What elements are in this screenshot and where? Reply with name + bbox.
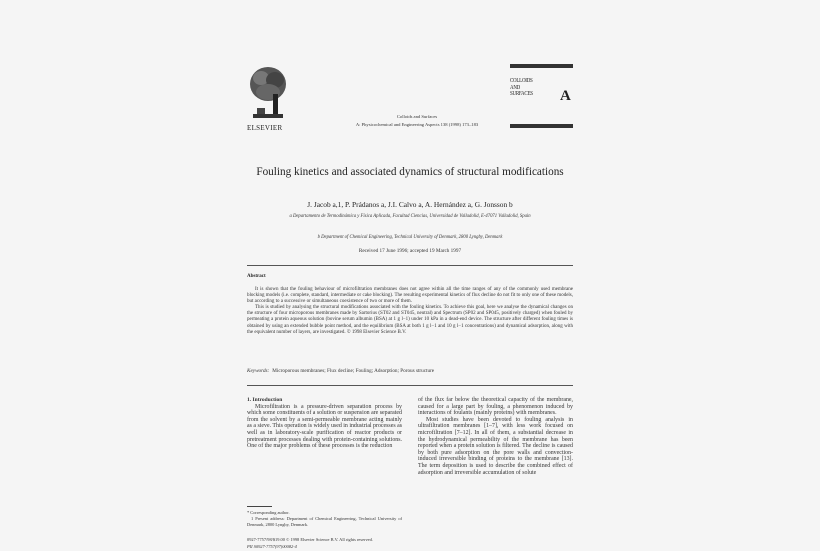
copyright-block <box>247 537 447 551</box>
intro-paragraph: Microfiltration is a pressure-driven separation process by which some constituents of a solution or suspension are separated from the solvent by a semi-permeable membrane acting mainly as a sieve. This operation is widely used in industrial processes as well as in laboratory-scale purification of reactor products or pretreatment processes dealing with protein-containing solutions. One of the major problems of these processes is the reduction <box>247 403 402 450</box>
intro-paragraph: of the flux far below the theoretical capacity of the membrane, caused for a large part by fouling, a phenomenon induced by interactions of foulants (mainly proteins) with membranes. <box>418 397 573 417</box>
abstract-paragraph: This is studied by analysing the structural modifications associated with the fouling kinetics. To achieve this goal, here we analyse the dynamical changes on the structure of four microporous membranes made by Sartorius (ST02 and ST045, neutral) and Spectrum (SP02 and SP045, positively charged) when fouled by permeating a protein aqueous solution (bovine serum albumin (BSA) at 1 g l−1) under 10 kPa in a dead-end device. The structure after different fouling times is obtained by using an extended bubble point method, and the equilibrium (BSA at both 1 g l−1 and 10 g l−1 concentrations) and dynamical adsorption, along with the equivalent number of layers, are investigated. © 1998 Elsevier Science B.V. <box>247 305 573 335</box>
footnote-corresponding: * Corresponding author. <box>247 510 290 515</box>
journal-header <box>317 113 517 129</box>
elsevier-logo <box>247 64 289 134</box>
journal-logo-letter: A <box>560 88 571 104</box>
article-title: Fouling kinetics and associated dynamics of structural modifications <box>256 166 564 178</box>
received-dates: Received 17 June 1996; accepted 19 March 1997 <box>358 248 462 254</box>
tree-icon <box>249 64 287 124</box>
divider-top <box>247 265 573 266</box>
logo-bottom-bar <box>510 124 573 128</box>
keywords-value: Microporous membranes; Flux decline; Fouling; Adsorption; Porous structure <box>272 368 435 374</box>
abstract-paragraph: It is shown that the fouling behaviour of microfiltration membranes does not agree within all the time ranges of any of the commonly used membrane blocking models (i.e. complete, standard, intermediate or cake blocking). The resulting experimental kinetics of flux decline do not fit to only one of these models, but according to a successive or simultaneous coexistence of two or more of them. <box>247 287 573 305</box>
footnote-address: 1 Present address: Department of Chemical Engineering, Technical University of Denmark, 2800 Lyngby, Denmark. <box>247 516 402 527</box>
footnotes <box>247 510 402 528</box>
journal-logo-text: COLLOIDS AND SURFACES <box>510 77 533 97</box>
section-heading: 1. Introduction <box>247 397 283 403</box>
keywords <box>247 368 573 374</box>
pii-line: PII S0927-7757(97)00082-4 <box>247 543 297 549</box>
left-column <box>247 397 402 450</box>
journal-name: Colloids and Surfaces <box>396 114 438 119</box>
divider-bottom <box>247 385 573 386</box>
keywords-label: Keywords: <box>247 368 270 374</box>
colloids-surfaces-logo <box>510 64 573 134</box>
abstract-body <box>247 287 573 336</box>
affiliation-a: a Departamento de Termodinámica y Física Aplicada, Facultad Ciencias, Universidad de Valladolid, E-47071 Valladolid, Spain <box>289 214 531 219</box>
affiliation-b: b Department of Chemical Engineering, Technical University of Denmark, 2800 Lyngby, Denmark <box>317 235 503 240</box>
right-column <box>418 397 573 476</box>
abstract-heading: Abstract <box>247 274 266 279</box>
journal-citation: A: Physicochemical and Engineering Aspects 138 (1998) 173–183 <box>355 122 479 127</box>
article-authors: J. Jacob a,1, P. Prádanos a, J.I. Calvo a, A. Hernández a, G. Jonsson b <box>307 200 513 209</box>
logo-top-bar <box>510 64 573 68</box>
footnote-divider <box>247 506 272 507</box>
intro-paragraph: Most studies have been devoted to fouling analysis in ultrafiltration membranes [1–7], with less work focused on microfiltration [7–12]. In all of them, a substantial decrease in the hydrodynamical permeability of the membrane has been reported when a protein solution is filtered. The decline is caused by both pure adsorption on the pore walls and convection-induced irreversible binding of proteins to the membrane [13]. The term deposition is used to describe the combined effect of adsorption and irreversible accumulation of solute <box>418 416 573 476</box>
copyright-line: 0927-7757/98/$19.00 © 1998 Elsevier Science B.V. All rights reserved. <box>247 537 373 542</box>
elsevier-wordmark: ELSEVIER <box>247 124 283 132</box>
